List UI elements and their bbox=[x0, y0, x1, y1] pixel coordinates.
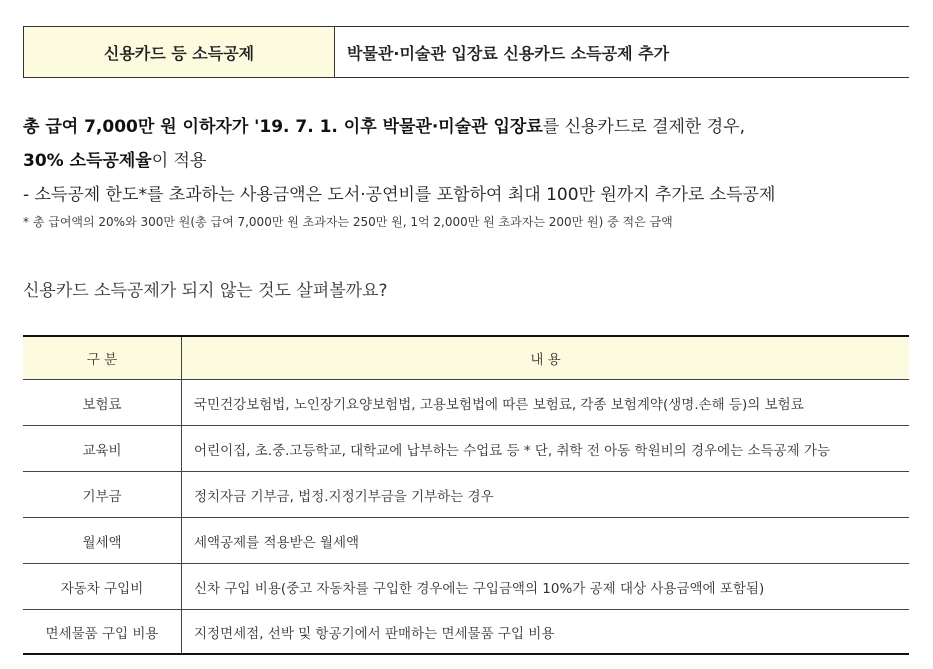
table-row bbox=[23, 472, 909, 518]
row-content: 국민건강보험법, 노인장기요양보험법, 고용보험법에 따른 보험료, 각종 보험계약(생명.손해 등)의 보험료 bbox=[182, 380, 910, 426]
row-category: 보험료 bbox=[23, 380, 182, 426]
row-content: 정치자금 기부금, 법정.지정기부금을 기부하는 경우 bbox=[182, 472, 910, 518]
paragraph-line-1 bbox=[23, 112, 745, 137]
table-row bbox=[23, 564, 909, 610]
exclusions-table bbox=[23, 335, 909, 655]
table-header-row bbox=[23, 336, 909, 380]
section-title: 박물관·미술관 입장료 신용카드 소득공제 추가 bbox=[347, 43, 670, 63]
row-content: 지정면세점, 선박 및 항공기에서 판매하는 면세물품 구입 비용 bbox=[182, 610, 910, 655]
table-row bbox=[23, 518, 909, 564]
section-tag: 신용카드 등 소득공제 bbox=[23, 27, 335, 77]
paragraph-line-2 bbox=[23, 146, 206, 171]
row-content: 세액공제를 적용받은 월세액 bbox=[182, 518, 910, 564]
paragraph-line-3: - 소득공제 한도*를 초과하는 사용금액은 도서·공연비를 포함하여 최대 100만 원까지 추가로 소득공제 bbox=[23, 185, 776, 205]
column-header-category: 구 분 bbox=[23, 336, 182, 380]
body-text: 를 신용카드로 결제한 경우, bbox=[542, 117, 746, 137]
column-header-content: 내 용 bbox=[182, 336, 910, 380]
footnote: * 총 급여액의 20%와 300만 원(총 급여 7,000만 원 초과자는 250만 원, 1억 2,000만 원 초과자는 200만 원) 중 적은 금액 bbox=[23, 215, 673, 229]
section-header bbox=[23, 26, 909, 78]
highlight-text: 30% 소득공제율 bbox=[23, 151, 152, 171]
highlight-text: 총 급여 7,000만 원 이하자가 '19. 7. 1. 이후 박물관·미술관 입장료 bbox=[23, 117, 543, 137]
row-category: 자동차 구입비 bbox=[23, 564, 182, 610]
row-category: 월세액 bbox=[23, 518, 182, 564]
row-content: 어린이집, 초.중.고등학교, 대학교에 납부하는 수업료 등 * 단, 취학 전 아동 학원비의 경우에는 소득공제 가능 bbox=[182, 426, 910, 472]
table-row bbox=[23, 610, 909, 655]
body-text: 이 적용 bbox=[151, 151, 207, 171]
question-heading: 신용카드 소득공제가 되지 않는 것도 살펴볼까요? bbox=[23, 281, 388, 301]
row-content: 신차 구입 비용(중고 자동차를 구입한 경우에는 구입금액의 10%가 공제 대상 사용금액에 포함됨) bbox=[182, 564, 910, 610]
table-row bbox=[23, 380, 909, 426]
table-row bbox=[23, 426, 909, 472]
row-category: 기부금 bbox=[23, 472, 182, 518]
row-category: 면세물품 구입 비용 bbox=[23, 610, 182, 655]
row-category: 교육비 bbox=[23, 426, 182, 472]
